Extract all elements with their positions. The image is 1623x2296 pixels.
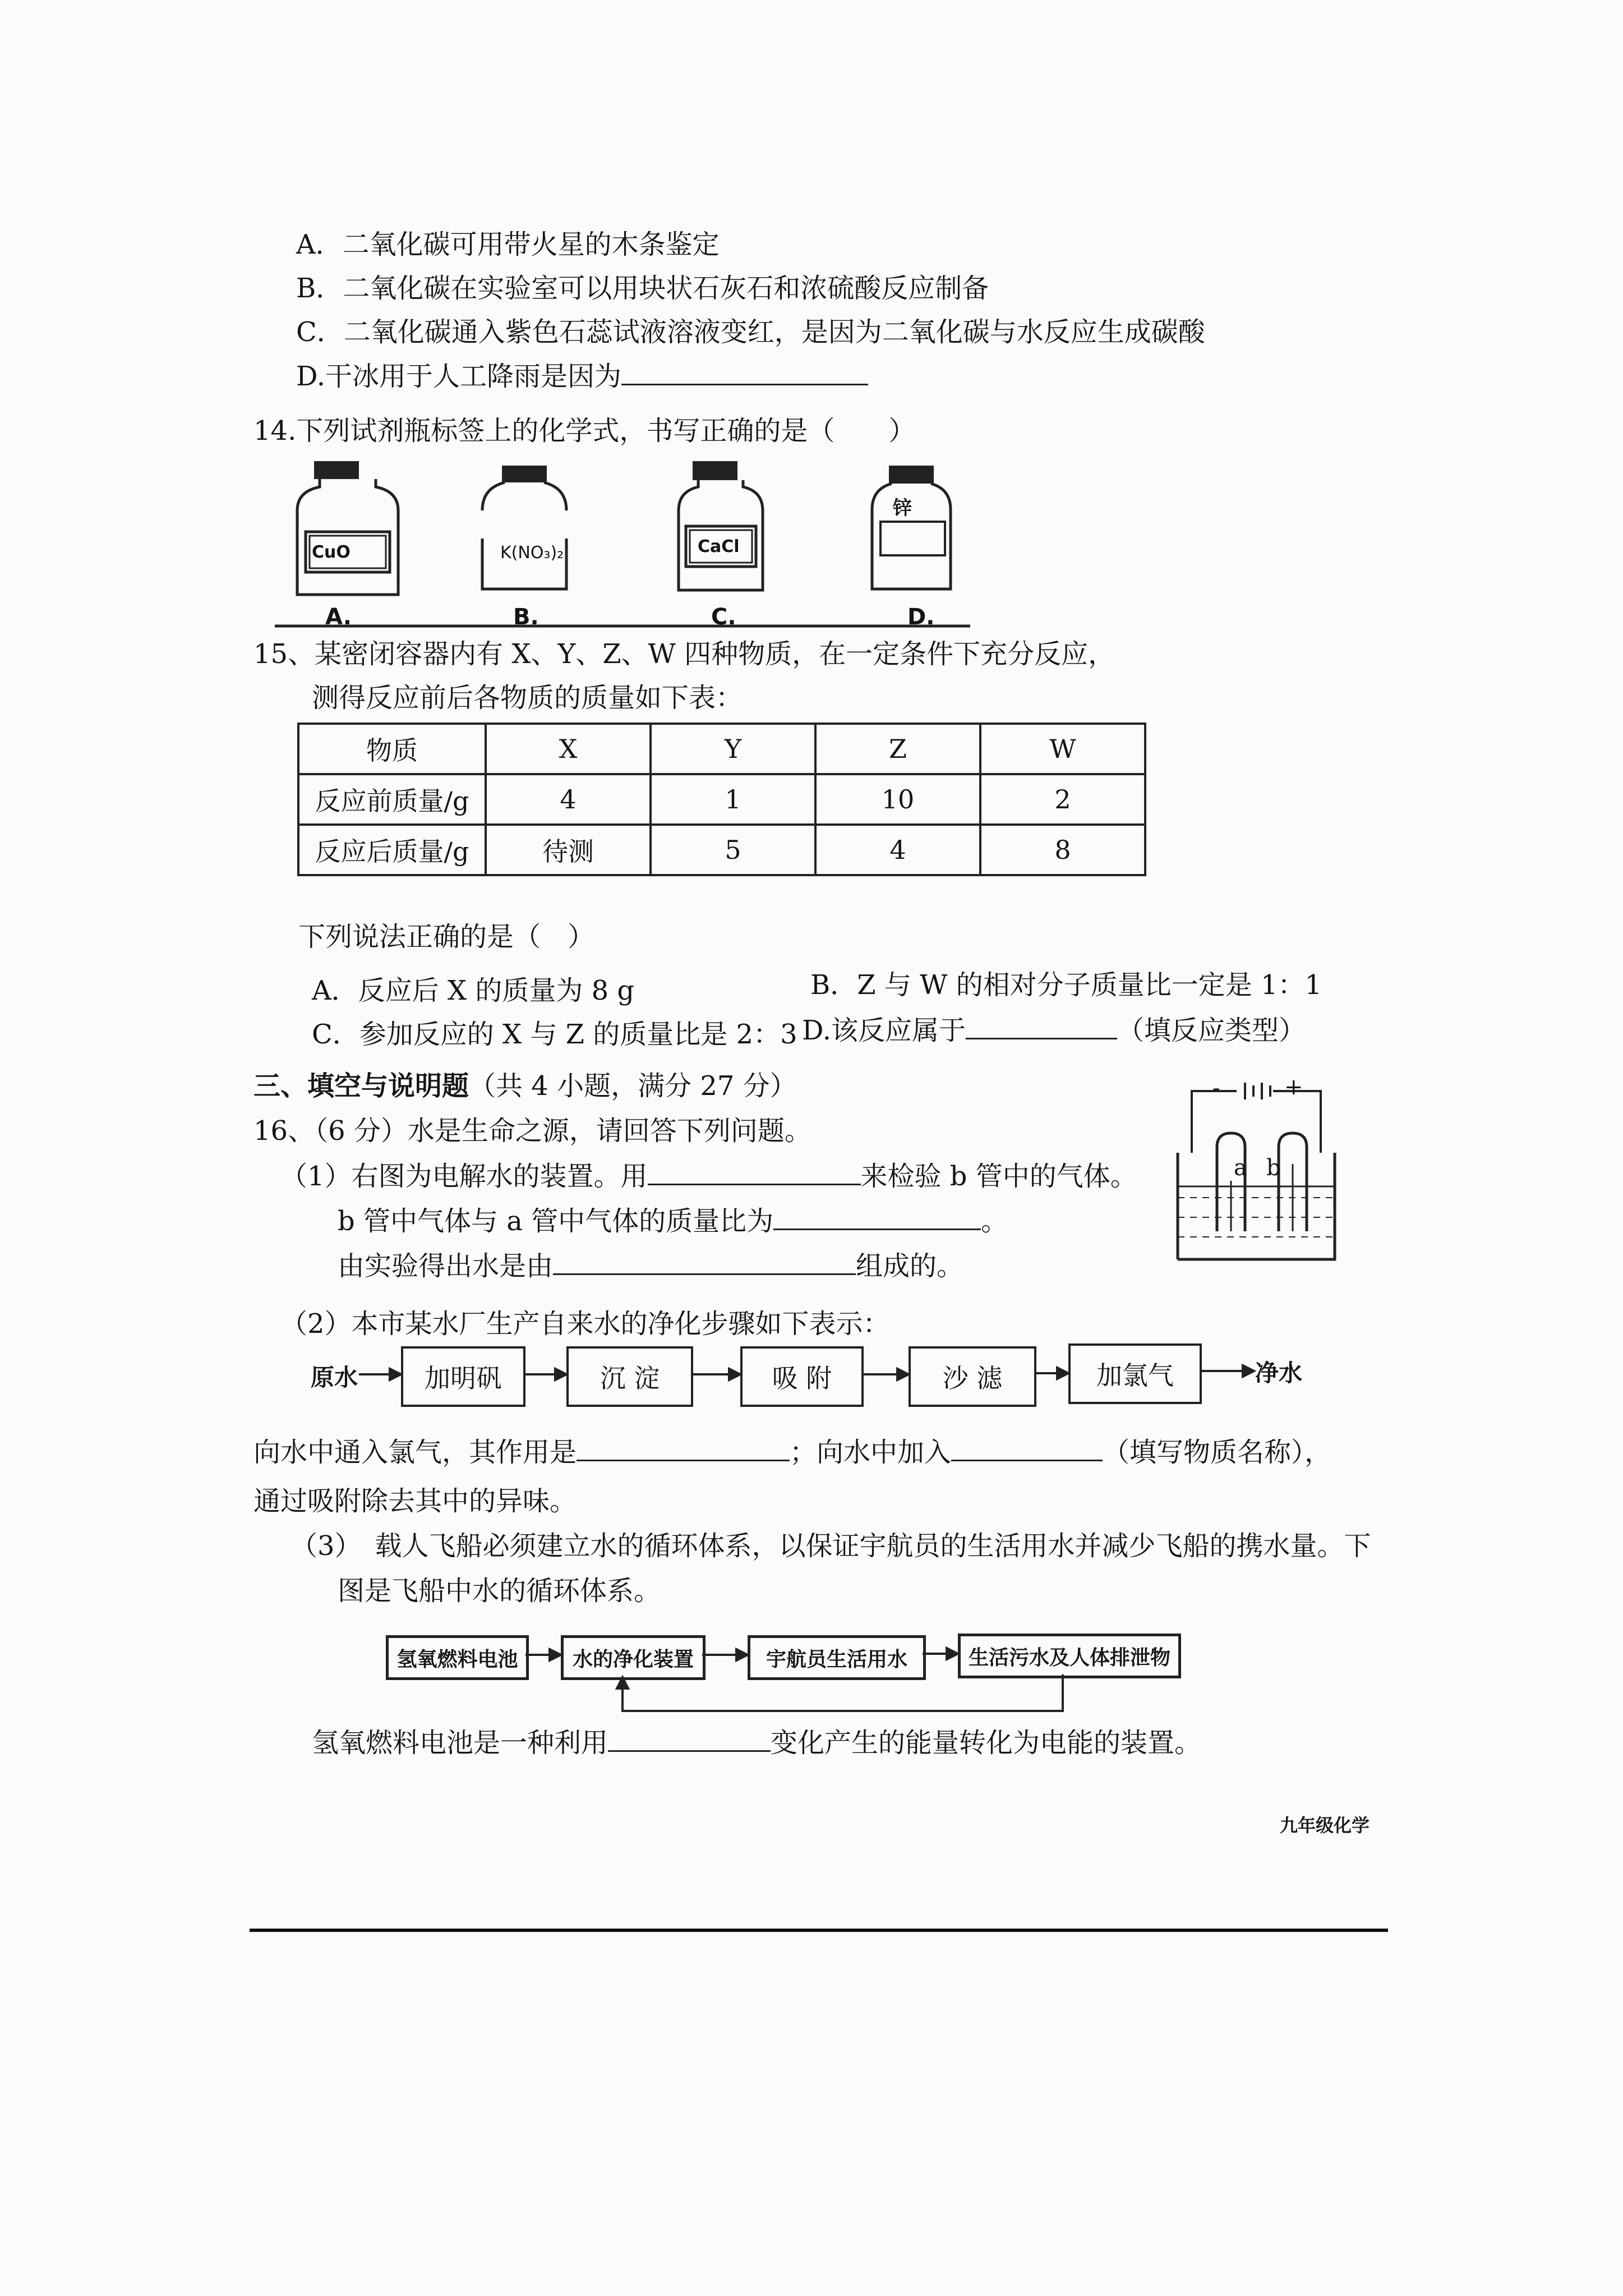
footer-divider	[250, 1929, 1388, 1932]
q15-question: 下列说法正确的是（ ）	[298, 921, 595, 953]
q16-part1-line3-post: 组成的。	[856, 1250, 964, 1282]
q15-stem-line1: 15、某密闭容器内有 X、Y、Z、W 四种物质，在一定条件下充分反应，	[253, 638, 1115, 670]
table-header-cell: Y	[651, 724, 815, 774]
table-cell: 4	[815, 825, 980, 875]
flow-step-sand-filter: 沙 滤	[909, 1346, 1036, 1407]
table-cell: 8	[980, 825, 1145, 875]
q16-part3-end-post: 变化产生的能量转化为电能的装置。	[771, 1727, 1202, 1759]
section3-note: （共 4 小题，满分 27 分）	[469, 1070, 797, 1102]
table-header-cell: W	[980, 724, 1145, 774]
q13-option-a: A．二氧化碳可用带火星的木条鉴定	[296, 229, 720, 260]
cycle-fuel-cell: 氢氧燃料电池	[386, 1635, 529, 1680]
q15-option-c: C．参加反应的 X 与 Z 的质量比是 2：3	[312, 1019, 797, 1050]
chlorine-role-blank[interactable]	[577, 1435, 790, 1461]
table-cell: 1	[651, 774, 815, 825]
q16-part2-line-pre: 向水中通入氯气，其作用是	[253, 1437, 577, 1468]
table-cell: 2	[980, 774, 1145, 825]
flow-step-alum: 加明矾	[401, 1346, 525, 1407]
table-cell: 反应后质量/g	[298, 825, 486, 875]
tube-a-label: a	[1234, 1155, 1247, 1181]
q16-stem: 16、（6 分）水是生命之源，请回答下列问题。	[253, 1115, 811, 1147]
q15-option-b: B．Z 与 W 的相对分子质量比一定是 1：1	[810, 969, 1322, 1001]
table-cell: 反应前质量/g	[298, 774, 486, 825]
bottle-a-label: CuO	[312, 542, 351, 562]
q16-part2-line-post: （填写物质名称），	[1103, 1437, 1332, 1468]
q16-part3-end-pre: 氢氧燃料电池是一种利用	[312, 1727, 608, 1759]
q13-option-b: B．二氧化碳在实验室可以用块状石灰石和浓硫酸反应制备	[296, 273, 989, 304]
cycle-astronaut-water: 宇航员生活用水	[748, 1635, 926, 1680]
substance-name-blank[interactable]	[951, 1435, 1103, 1461]
section3-title: 三、填空与说明题	[253, 1070, 469, 1102]
bottle-d-label: 锌	[893, 497, 912, 519]
positive-terminal-label: +	[1284, 1074, 1303, 1100]
table-header-cell: 物质	[298, 724, 486, 774]
q16-part1-pre: （1）右图为电解水的装置。用	[280, 1161, 648, 1192]
table-cell: 4	[486, 774, 651, 825]
q13-option-d-text: D.干冰用于人工降雨是因为	[296, 361, 622, 392]
q13-option-c: C．二氧化碳通入紫色石蕊试液溶液变红，是因为二氧化碳与水反应生成碳酸	[296, 316, 1205, 348]
cycle-wastewater: 生活污水及人体排泄物	[958, 1634, 1181, 1678]
q16-part1-post: 来检验 b 管中的气体。	[860, 1161, 1137, 1192]
cycle-purifier: 水的净化装置	[561, 1635, 706, 1680]
negative-terminal-label: -	[1212, 1075, 1220, 1101]
q16-part3-line1: （3） 载人飞船必须建立水的循环体系，以保证宇航员的生活用水并减少飞船的携水量。下	[291, 1530, 1371, 1562]
table-cell: 10	[815, 774, 980, 825]
q16-part1-line2-post: 。	[981, 1205, 1008, 1237]
bottle-c-label: CaCl	[698, 537, 740, 556]
q15-option-a: A．反应后 X 的质量为 8 g	[312, 975, 635, 1006]
q16-part1-line3-pre: 由实验得出水是由	[338, 1250, 554, 1282]
energy-change-blank[interactable]	[608, 1726, 771, 1752]
bottle-b-label: K(NO₃)₂	[500, 543, 564, 563]
q16-part1-line2-pre: b 管中气体与 a 管中气体的质量比为	[338, 1205, 774, 1237]
flow-step-adsorb: 吸 附	[740, 1346, 864, 1407]
q15-option-d-post: （填反应类型）	[1117, 1015, 1306, 1046]
flow-step-settle: 沉 淀	[566, 1346, 693, 1407]
flow-end-label: 净水	[1255, 1359, 1303, 1387]
q15-option-d-pre: D.该反应属于	[802, 1015, 966, 1046]
q16-part2: （2）本市某水厂生产自来水的净化步骤如下表示：	[280, 1308, 890, 1340]
flow-step-chlorine: 加氯气	[1068, 1343, 1202, 1404]
bottle-c-option: C.	[711, 604, 736, 630]
footer-subject-label: 九年级化学	[1280, 1815, 1370, 1836]
table-header-cell: X	[486, 724, 651, 774]
bottle-d-option: D.	[907, 604, 935, 630]
q16-part3-end	[312, 1726, 1201, 1760]
table-cell: 5	[651, 825, 815, 875]
q16-part2-line	[253, 1435, 1331, 1469]
q16-part2-line-mid: ；向水中加入	[790, 1437, 952, 1468]
flow-start-label: 原水	[311, 1364, 358, 1391]
table-cell: 待测	[486, 825, 651, 875]
bottle-a-option: A.	[325, 604, 352, 630]
q16-part3-line2: 图是飞船中水的循环体系。	[338, 1575, 661, 1607]
q16-part2-line2: 通过吸附除去其中的异味。	[253, 1485, 577, 1517]
tube-b-label: b	[1266, 1155, 1281, 1181]
bottle-b-option: B.	[513, 604, 539, 630]
table-header-cell: Z	[815, 724, 980, 774]
q14-stem: 14.下列试剂瓶标签上的化学式，书写正确的是（ ）	[253, 415, 916, 447]
q15-stem-line2: 测得反应前后各物质的质量如下表：	[312, 682, 743, 714]
